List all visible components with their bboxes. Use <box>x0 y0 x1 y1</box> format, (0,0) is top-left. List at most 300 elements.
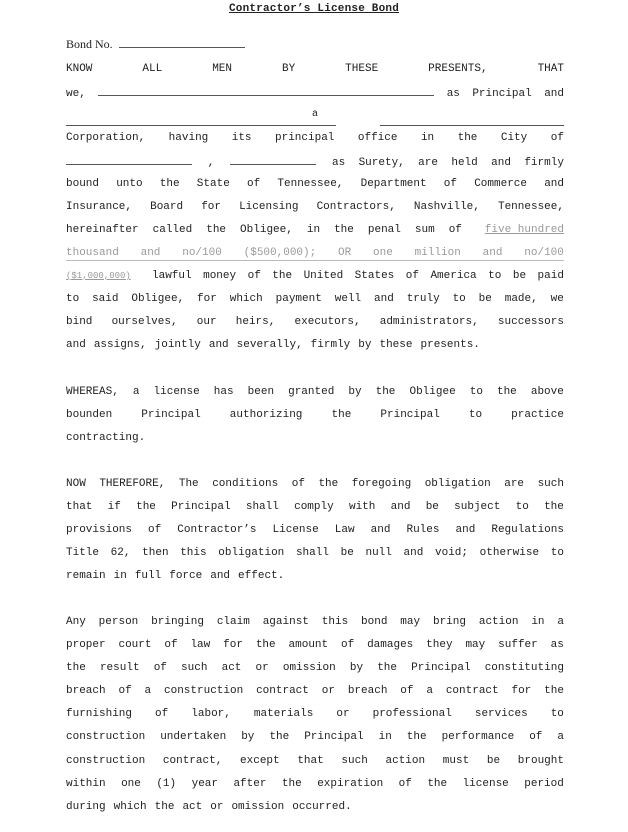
now-therefore-line-3 <box>66 522 564 538</box>
word: one <box>373 247 393 259</box>
word: force <box>169 570 203 582</box>
word: Any <box>66 616 86 628</box>
word: Nashville, <box>413 201 480 213</box>
word: performance <box>441 731 515 743</box>
word: and <box>491 157 511 169</box>
whereas-line-3 <box>66 430 564 446</box>
word: Principal <box>380 409 440 421</box>
word: has <box>213 386 234 398</box>
line-2 <box>66 84 564 100</box>
word: KNOW <box>66 63 93 75</box>
word: we <box>550 293 564 305</box>
word: contract <box>256 685 309 697</box>
word: unto <box>116 178 143 190</box>
word: United <box>303 270 344 282</box>
word: bounden <box>66 409 113 421</box>
any-person-line-6 <box>66 729 564 745</box>
word: Principal <box>304 731 364 743</box>
word: the <box>281 778 302 790</box>
word: truly <box>406 293 440 305</box>
word: made, <box>504 293 538 305</box>
word: and <box>370 524 391 536</box>
word: construction <box>66 731 146 743</box>
word: of <box>164 639 178 651</box>
word: comply <box>294 501 334 513</box>
any-person-line-8 <box>66 776 564 792</box>
word: in <box>113 570 127 582</box>
word: such <box>341 755 368 767</box>
word: principal <box>275 132 335 144</box>
word: firmly <box>524 157 564 169</box>
bond-number-blank <box>119 36 245 48</box>
word: otherwise <box>479 547 540 559</box>
word: the <box>206 224 227 236</box>
word: in <box>306 224 321 236</box>
word: services <box>474 708 528 720</box>
word: to <box>469 386 483 398</box>
word: THEREFORE, <box>99 478 166 490</box>
word: the <box>66 662 86 674</box>
word: Regulations <box>491 524 564 536</box>
word: labor, <box>191 708 231 720</box>
word: well <box>334 293 362 305</box>
line-9 <box>66 245 564 261</box>
word: the <box>496 386 517 398</box>
word: of <box>398 778 412 790</box>
line-10 <box>66 268 564 284</box>
word: and <box>544 178 564 190</box>
word: may <box>400 616 421 628</box>
word: administrators, <box>379 316 479 328</box>
word: a <box>557 616 564 628</box>
any-person-line-1 <box>66 614 564 630</box>
word: by <box>241 731 255 743</box>
word: contract, <box>162 755 223 767</box>
word: conditions <box>212 478 279 490</box>
word: BY <box>281 63 296 75</box>
word: THESE <box>345 63 379 75</box>
word: having <box>168 132 209 144</box>
word: License <box>272 524 319 536</box>
word: ($500,000); <box>243 247 317 259</box>
word: its <box>231 132 252 144</box>
word: Licensing <box>239 201 299 213</box>
word: the <box>334 224 354 236</box>
line-13 <box>66 337 564 353</box>
word: jointly <box>154 339 201 351</box>
word: bound <box>66 178 100 190</box>
word: be <box>478 293 492 305</box>
word: granted <box>288 386 335 398</box>
word: effect. <box>238 570 285 582</box>
word: a <box>426 685 433 697</box>
word: to <box>550 708 564 720</box>
word: that <box>297 755 324 767</box>
word: professional <box>372 708 452 720</box>
word: as <box>550 639 564 651</box>
any-person-line-7 <box>66 753 564 769</box>
word: WHEREAS, <box>66 386 119 398</box>
word: Rules <box>406 524 440 536</box>
word: a <box>132 386 140 398</box>
word: penal <box>367 224 401 236</box>
line-8-words <box>66 222 462 238</box>
word: suffer <box>498 639 538 651</box>
word: obligation <box>218 547 285 559</box>
word: foregoing <box>351 478 412 490</box>
principal-word: Principal <box>472 88 532 100</box>
word: 62, <box>110 547 131 559</box>
word: occurred. <box>292 801 352 813</box>
a-word: a <box>311 109 318 120</box>
word: no/100 <box>182 247 222 259</box>
word: the <box>331 409 352 421</box>
word: action <box>478 616 519 628</box>
word: Principal <box>141 409 201 421</box>
word: of <box>247 178 261 190</box>
word: of <box>118 685 132 697</box>
word: may <box>465 639 486 651</box>
word: of <box>247 270 261 282</box>
now-therefore-line-1 <box>66 476 564 492</box>
word: Contractors, <box>316 201 396 213</box>
principal-name-blank <box>98 84 434 96</box>
word: bond <box>361 616 388 628</box>
word: NOW <box>66 478 86 490</box>
word: with <box>348 501 376 513</box>
word: the <box>269 731 290 743</box>
word: firmly <box>310 339 351 351</box>
word: provisions <box>66 524 133 536</box>
word: sum <box>414 224 435 236</box>
word: ALL <box>142 63 163 75</box>
word: Contractor’s <box>177 524 257 536</box>
word: million <box>414 247 461 259</box>
word: act <box>182 801 203 813</box>
word: the <box>377 662 397 674</box>
word: the <box>457 132 478 144</box>
word: our <box>196 316 217 328</box>
word: materials <box>253 708 314 720</box>
word: been <box>247 386 275 398</box>
word: in <box>420 132 435 144</box>
word: to <box>452 293 466 305</box>
word: Law <box>334 524 355 536</box>
word: the <box>544 501 564 513</box>
word: bring <box>432 616 466 628</box>
word: license <box>153 386 200 398</box>
word: and <box>403 547 424 559</box>
word: or <box>336 708 350 720</box>
comma: , <box>207 157 215 169</box>
word: and <box>374 293 394 305</box>
word: or <box>255 662 269 674</box>
word: bind <box>66 316 93 328</box>
word: by <box>348 386 362 398</box>
any-person-line-9 <box>66 799 564 815</box>
word: to <box>515 501 529 513</box>
word: MEN <box>212 63 232 75</box>
as-word: as <box>446 88 460 100</box>
word: remain <box>66 570 106 582</box>
word: Title <box>66 547 100 559</box>
word: omission <box>231 801 285 813</box>
word: proper <box>66 639 106 651</box>
word: and <box>455 524 476 536</box>
word: and <box>140 247 161 259</box>
word: and <box>482 247 503 259</box>
whereas-line-2 <box>66 407 564 423</box>
word: of <box>400 685 414 697</box>
surety-name-blank <box>230 153 316 165</box>
word: as <box>332 157 346 169</box>
word: (1) <box>156 778 177 790</box>
word: are <box>504 478 525 490</box>
word: of <box>155 708 169 720</box>
word: these <box>379 339 413 351</box>
word: claim <box>216 616 250 628</box>
line-10-words <box>152 268 564 284</box>
word: to <box>66 293 80 305</box>
word: for <box>201 201 221 213</box>
word: States <box>354 270 395 282</box>
word: the <box>406 731 427 743</box>
word: Obligee <box>409 386 456 398</box>
line-6 <box>66 176 564 192</box>
word: THAT <box>537 63 564 75</box>
word: null <box>365 547 392 559</box>
bond-number-label: Bond No. <box>66 37 113 51</box>
word: of <box>148 524 162 536</box>
word: practice <box>511 409 564 421</box>
word: OR <box>338 247 352 259</box>
word: Insurance, <box>66 201 133 213</box>
line-1 <box>66 61 564 77</box>
now-therefore-line-2 <box>66 499 564 515</box>
word: during <box>66 801 106 813</box>
whereas-line-1 <box>66 384 564 400</box>
word: against <box>262 616 309 628</box>
word: to <box>468 409 483 421</box>
word: to <box>550 547 564 559</box>
word: obligation <box>424 478 491 490</box>
word: one <box>121 778 141 790</box>
word: they <box>426 639 453 651</box>
word: in <box>531 616 545 628</box>
word: breach <box>347 685 388 697</box>
word: contract <box>445 685 499 697</box>
word: heirs, <box>235 316 276 328</box>
word: paid <box>537 270 564 282</box>
document-title: Contractor’s License Bond <box>228 3 400 15</box>
word: subject <box>454 501 501 513</box>
word: of <box>448 224 462 236</box>
now-therefore-line-4 <box>66 545 564 561</box>
any-person-line-2 <box>66 637 564 653</box>
word: shall <box>245 501 279 513</box>
word: construction <box>164 685 244 697</box>
line-7 <box>66 199 564 215</box>
word: executors, <box>294 316 361 328</box>
word: law <box>190 639 211 651</box>
word: hereinafter <box>66 224 139 236</box>
word: such <box>181 662 208 674</box>
word: act <box>221 662 242 674</box>
word: the <box>255 639 276 651</box>
word: damages <box>367 639 414 651</box>
line-4 <box>66 130 564 146</box>
word: court <box>118 639 152 651</box>
word: undertaken <box>160 731 227 743</box>
word: of <box>341 639 355 651</box>
word: Department <box>360 178 427 190</box>
line-5-words <box>332 155 564 171</box>
word: this <box>321 616 349 628</box>
line-3-blanks <box>66 114 564 130</box>
word: no/100 <box>524 247 564 259</box>
word: void; <box>435 547 469 559</box>
word: of <box>550 132 564 144</box>
word: Board <box>150 201 184 213</box>
word: a <box>557 731 564 743</box>
word: by <box>349 662 364 674</box>
word: of <box>291 478 305 490</box>
line-12 <box>66 314 564 330</box>
amount-words: five hundred <box>484 224 564 236</box>
word: in <box>378 731 392 743</box>
any-person-line-4 <box>66 683 564 699</box>
any-person-line-3 <box>66 660 564 676</box>
word: to <box>488 270 502 282</box>
word: Obligee, <box>131 293 185 305</box>
word: above <box>530 386 564 398</box>
word: office <box>357 132 398 144</box>
word: except <box>240 755 280 767</box>
word: and <box>210 570 231 582</box>
word: successors <box>497 316 564 328</box>
word: State <box>196 178 230 190</box>
word: PRESENTS, <box>428 63 488 75</box>
word: be <box>340 547 354 559</box>
word: Commerce <box>474 178 527 190</box>
amount-figures: ($1,000,000) <box>66 271 131 281</box>
word: for <box>511 685 532 697</box>
word: omission <box>282 662 336 674</box>
word: payment <box>275 293 322 305</box>
word: severally, <box>236 339 303 351</box>
word: the <box>318 478 339 490</box>
word: lawful <box>152 270 192 282</box>
word: the <box>544 685 564 697</box>
word: of <box>529 731 543 743</box>
word: furnishing <box>66 708 133 720</box>
word: result <box>99 662 140 674</box>
word: then <box>142 547 169 559</box>
bond-number-line <box>66 36 564 52</box>
state-blank <box>66 114 336 126</box>
word: by <box>358 339 372 351</box>
word: are <box>418 157 438 169</box>
word: if <box>107 501 121 513</box>
word: Corporation, <box>66 132 146 144</box>
word: the <box>375 386 396 398</box>
word: America <box>430 270 477 282</box>
line-5 <box>66 153 564 169</box>
word: such <box>537 478 564 490</box>
word: City <box>500 132 528 144</box>
word: bringing <box>151 616 204 628</box>
word: after <box>233 778 267 790</box>
word: shall <box>295 547 329 559</box>
word: contracting. <box>66 432 146 444</box>
word: and <box>66 339 86 351</box>
word: assigns, <box>93 339 147 351</box>
we-word: we, <box>66 88 86 100</box>
word: be <box>486 755 501 767</box>
word: of <box>443 178 457 190</box>
word: full <box>134 570 162 582</box>
word: and <box>390 501 411 513</box>
state-blank-2 <box>380 114 564 126</box>
word: the <box>136 501 156 513</box>
word: the <box>159 178 180 190</box>
now-therefore-line-5 <box>66 568 564 584</box>
line-8 <box>66 222 564 238</box>
word: license <box>462 778 509 790</box>
word: Tennessee, <box>497 201 564 213</box>
word: of <box>405 270 419 282</box>
word: of <box>153 662 167 674</box>
word: Obligee, <box>240 224 293 236</box>
any-person-line-5 <box>66 706 564 722</box>
word: a <box>144 685 152 697</box>
word: authorizing <box>229 409 303 421</box>
word: and <box>208 339 229 351</box>
word: Tennessee, <box>277 178 344 190</box>
word: which <box>229 293 263 305</box>
word: period <box>524 778 564 790</box>
word: said <box>92 293 119 305</box>
word: within <box>66 778 106 790</box>
and-word: and <box>544 88 564 100</box>
word: called <box>152 224 193 236</box>
word: for <box>223 639 243 651</box>
word: or <box>321 685 335 697</box>
word: be <box>512 270 527 282</box>
city-blank <box>66 153 192 165</box>
word: for <box>197 293 217 305</box>
word: the <box>154 801 175 813</box>
word: the <box>272 270 293 282</box>
line-11 <box>66 291 564 307</box>
word: constituting <box>484 662 564 674</box>
word: person <box>98 616 139 628</box>
word: presents. <box>420 339 480 351</box>
word: brought <box>517 755 564 767</box>
word: year <box>191 778 218 790</box>
word: expiration <box>317 778 384 790</box>
word: breach <box>66 685 106 697</box>
word: construction <box>66 755 146 767</box>
word: the <box>427 778 448 790</box>
word: held <box>451 157 478 169</box>
word: must <box>442 755 470 767</box>
word: be <box>425 501 439 513</box>
word: Surety, <box>358 157 405 169</box>
word: this <box>180 547 207 559</box>
word: or <box>210 801 224 813</box>
word: The <box>178 478 199 490</box>
